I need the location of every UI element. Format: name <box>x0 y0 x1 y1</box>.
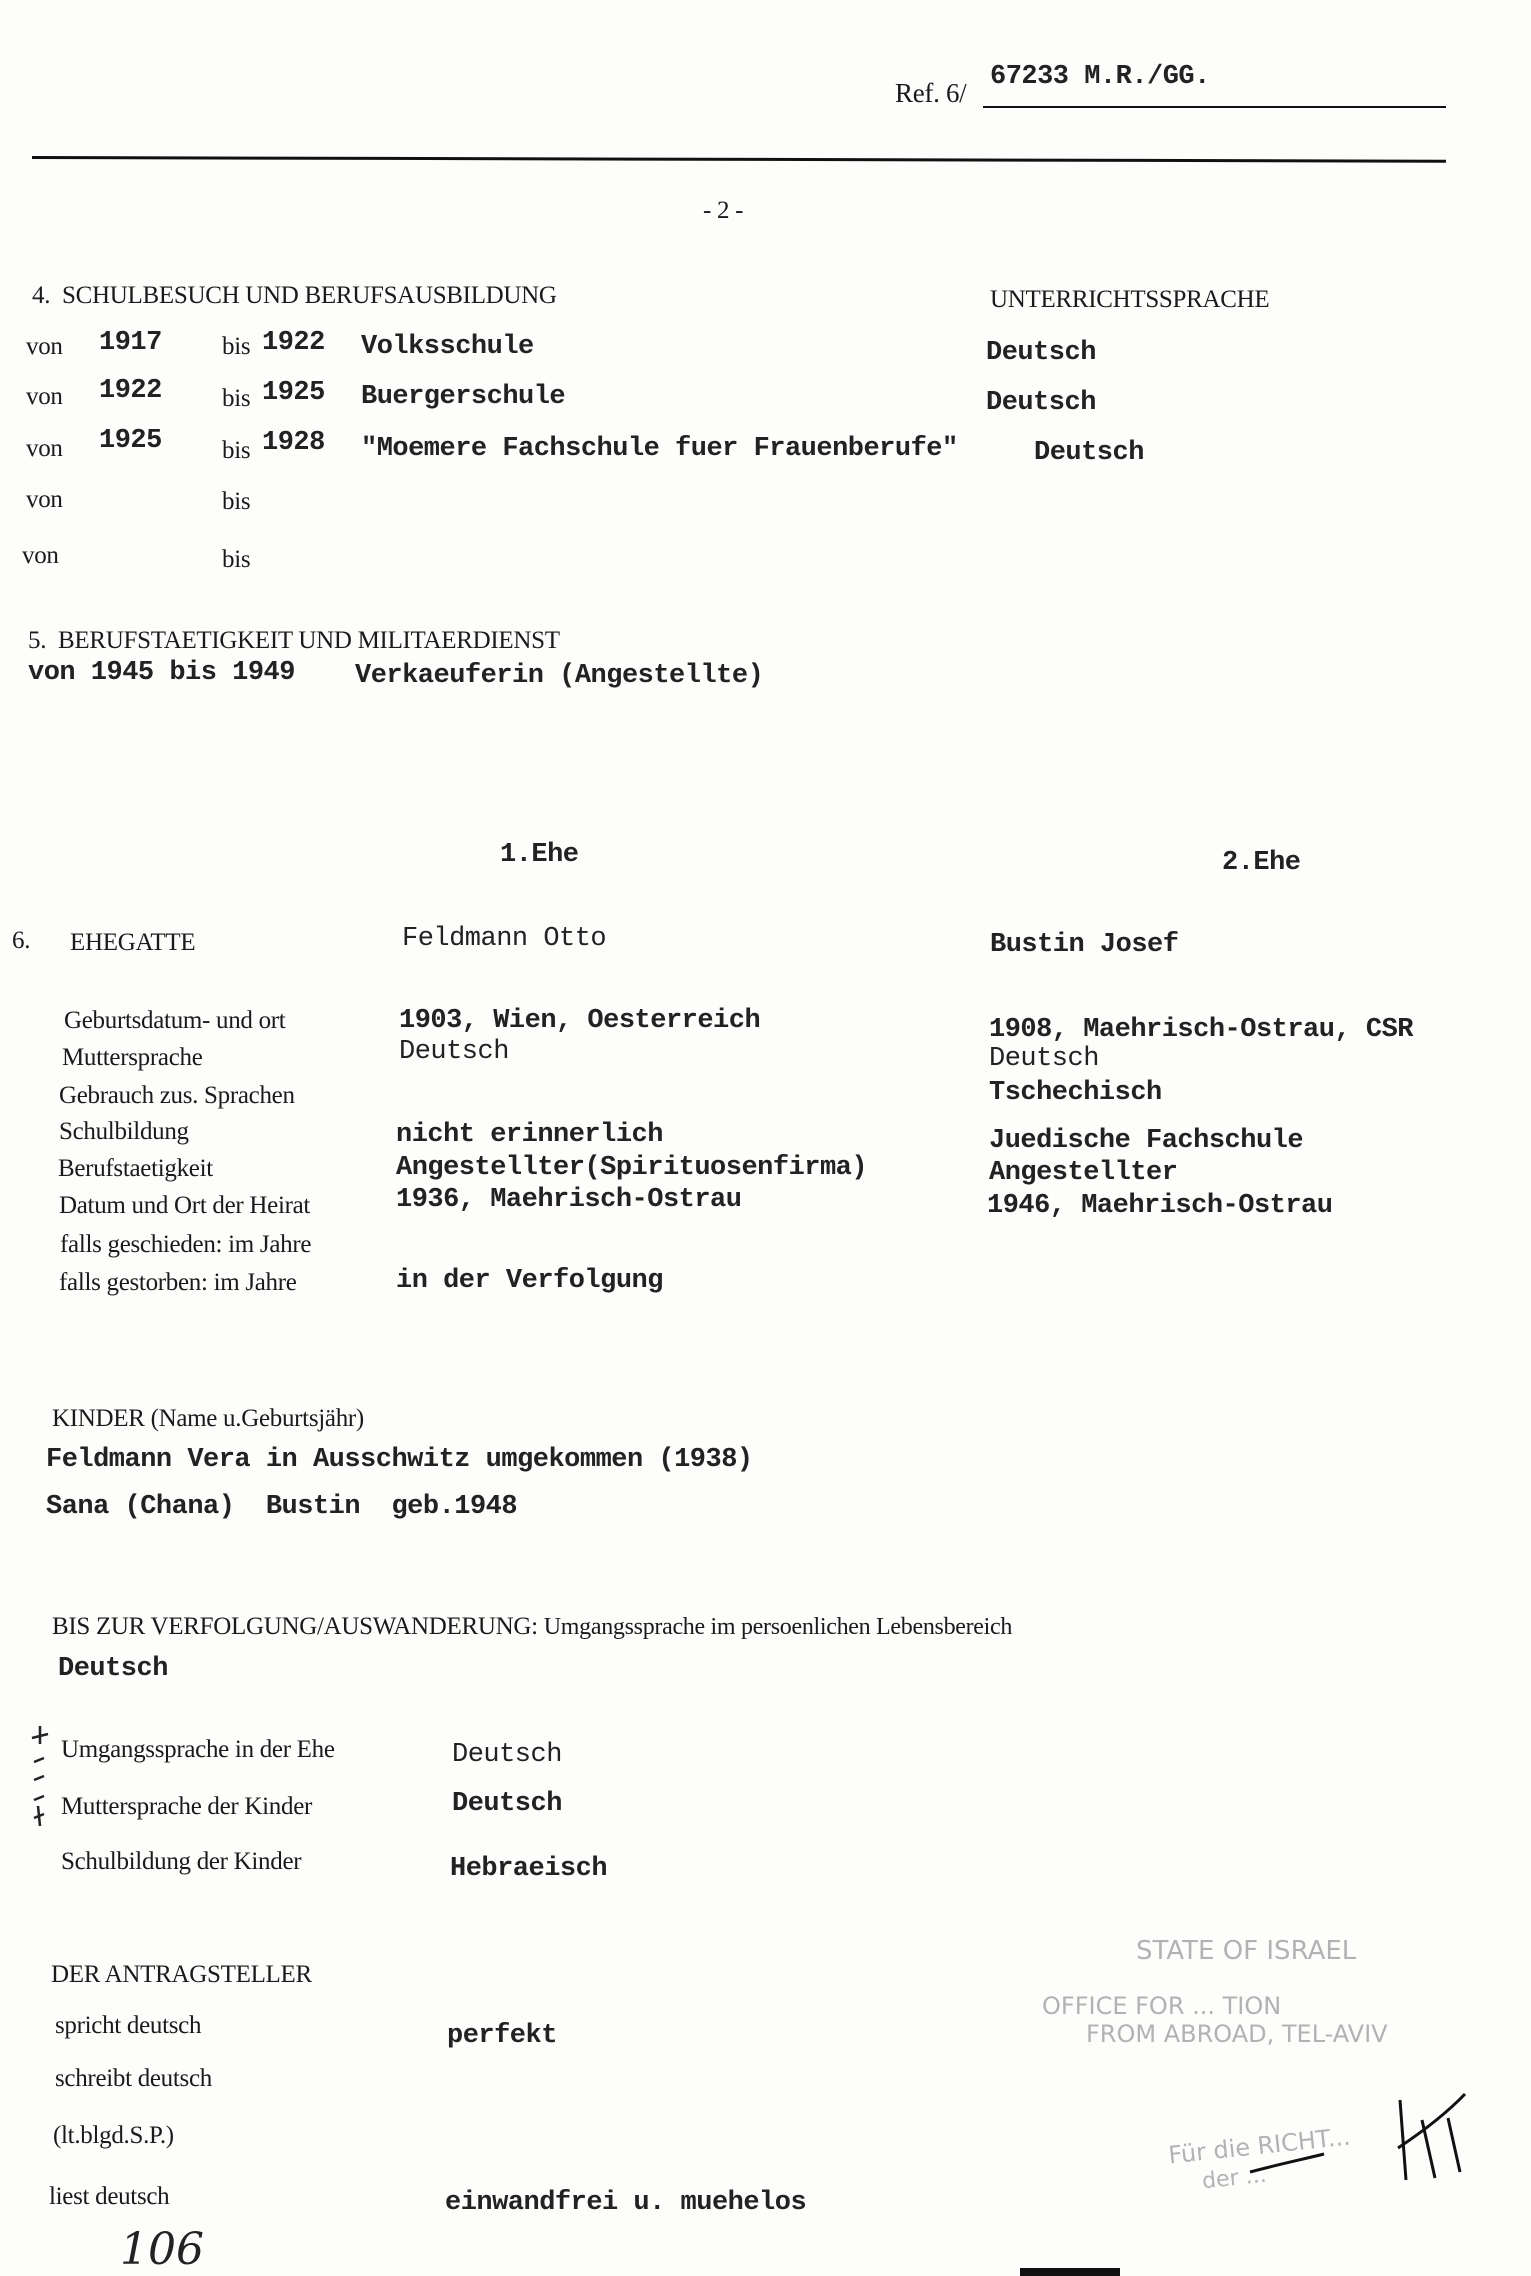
handwritten-signature <box>1240 2090 1480 2190</box>
stamp-line: FROM ABROAD, TEL-AVIV <box>1086 2020 1388 2048</box>
label-other-languages: Gebrauch zus. Sprachen <box>59 1082 295 1109</box>
label-marriage-language: Umgangssprache in der Ehe <box>61 1736 335 1763</box>
von-label: von <box>22 542 59 569</box>
value-children-education: Hebraeisch <box>450 1854 608 1884</box>
label-children-education: Schulbildung der Kinder <box>61 1848 302 1875</box>
handwritten-page-number: 106 <box>120 2224 204 2275</box>
ref-label: Ref. 6/ <box>895 78 967 108</box>
bis-label: bis <box>222 546 251 573</box>
speaks-label: spricht deutsch <box>55 2012 202 2039</box>
spouse1-education: nicht erinnerlich <box>396 1120 663 1150</box>
from-year: 1922 <box>99 376 162 406</box>
language-use-title-rest: Umgangssprache im persoenlichen Lebensbereich <box>543 1614 1013 1640</box>
from-year: 1925 <box>99 426 162 456</box>
reads-label: liest deutsch <box>49 2183 170 2210</box>
spouse1-profession: Angestellter(Spirituosenfirma) <box>396 1153 868 1183</box>
language-use-title-main: BIS ZUR VERFOLGUNG/AUSWANDERUNG: <box>52 1613 538 1640</box>
spouse2-other-languages: Tschechisch <box>989 1078 1162 1108</box>
school-language: Deutsch <box>1034 438 1144 468</box>
language-use-title <box>52 1614 1012 1639</box>
spouse2-profession: Angestellter <box>989 1158 1178 1188</box>
marriage1-label: 1.Ehe <box>500 840 579 870</box>
handwritten-margin-mark <box>28 1722 52 1832</box>
marriage2-label: 2.Ehe <box>1222 848 1301 878</box>
spouse2-mother-tongue: Deutsch <box>989 1044 1099 1074</box>
von-label: von <box>26 486 63 513</box>
employment-period: von 1945 bis 1949 <box>28 658 295 688</box>
school-name: Buergerschule <box>361 382 566 412</box>
label-mother-tongue: Muttersprache <box>62 1044 203 1071</box>
spouse2-name: Bustin Josef <box>990 930 1179 960</box>
applicant-note: (lt.blgd.S.P.) <box>53 2122 174 2149</box>
label-birth: Geburtsdatum- und ort <box>64 1007 286 1034</box>
to-year: 1925 <box>262 378 325 408</box>
reads-value: einwandfrei u. muehelos <box>445 2188 807 2218</box>
spouse1-mother-tongue: Deutsch <box>399 1037 509 1067</box>
speaks-value: perfekt <box>447 2021 557 2051</box>
to-year: 1922 <box>262 328 325 358</box>
stamp-line: OFFICE FOR ... TION <box>1042 1992 1282 2020</box>
label-died: falls gestorben: im Jahre <box>59 1269 297 1296</box>
page-number: - 2 - <box>703 197 744 224</box>
spouse1-birth: 1903, Wien, Oesterreich <box>399 1006 761 1036</box>
school-name: "Moemere Fachschule fuer Frauenberufe" <box>361 434 958 464</box>
stamp-line: der ... <box>1200 2162 1268 2195</box>
label-children-mother-tongue: Muttersprache der Kinder <box>61 1793 313 1820</box>
spouse2-education: Juedische Fachschule <box>989 1126 1304 1156</box>
von-label: von <box>26 333 63 360</box>
from-year: 1917 <box>99 328 162 358</box>
bis-label: bis <box>222 488 251 515</box>
child-entry: Feldmann Vera in Ausschwitz umgekommen (1938) <box>46 1445 753 1475</box>
school-language: Deutsch <box>986 388 1096 418</box>
section4-title: 4. SCHULBESUCH UND BERUFSAUSBILDUNG <box>32 282 557 309</box>
bottom-edge-mark <box>1020 2268 1120 2276</box>
ref-value: 67233 M.R./GG. <box>990 62 1210 92</box>
employment-job: Verkaeuferin (Angestellte) <box>355 661 764 691</box>
header-rule <box>32 156 1446 163</box>
bis-label: bis <box>222 333 251 360</box>
von-label: von <box>26 383 63 410</box>
language-header: UNTERRICHTSSPRACHE <box>990 286 1270 313</box>
school-language: Deutsch <box>986 338 1096 368</box>
bis-label: bis <box>222 385 251 412</box>
label-education: Schulbildung <box>59 1118 189 1145</box>
spouse1-died: in der Verfolgung <box>396 1266 663 1296</box>
child-entry: Sana (Chana) Bustin geb.1948 <box>46 1492 518 1522</box>
bis-label: bis <box>222 437 251 464</box>
children-title: KINDER (Name u.Geburtsjähr) <box>52 1405 364 1432</box>
section5-title: 5. BERUFSTAETIGKEIT UND MILITAERDIENST <box>28 627 560 654</box>
stamp-line: STATE OF ISRAEL <box>1136 1936 1357 1966</box>
label-profession: Berufstaetigkeit <box>58 1155 213 1182</box>
ref-underline <box>983 106 1446 108</box>
label-divorced: falls geschieden: im Jahre <box>60 1231 312 1258</box>
language-use-value: Deutsch <box>58 1654 168 1684</box>
section6-number: 6. <box>12 927 31 954</box>
value-children-mother-tongue: Deutsch <box>452 1789 562 1819</box>
school-name: Volksschule <box>361 332 534 362</box>
value-marriage-language: Deutsch <box>452 1740 562 1770</box>
spouse1-name: Feldmann Otto <box>402 924 607 954</box>
stamp-line: Für die RICHT... <box>1167 2122 1352 2170</box>
von-label: von <box>26 435 63 462</box>
spouse2-marriage: 1946, Maehrisch-Ostrau <box>987 1191 1333 1221</box>
spouse1-marriage: 1936, Maehrisch-Ostrau <box>396 1185 742 1215</box>
applicant-title: DER ANTRAGSTELLER <box>51 1961 312 1988</box>
writes-label: schreibt deutsch <box>55 2065 212 2092</box>
spouse2-birth: 1908, Maehrisch-Ostrau, CSR <box>989 1015 1413 1045</box>
to-year: 1928 <box>262 428 325 458</box>
label-marriage: Datum und Ort der Heirat <box>59 1192 311 1219</box>
section6-title: EHEGATTE <box>70 929 196 956</box>
